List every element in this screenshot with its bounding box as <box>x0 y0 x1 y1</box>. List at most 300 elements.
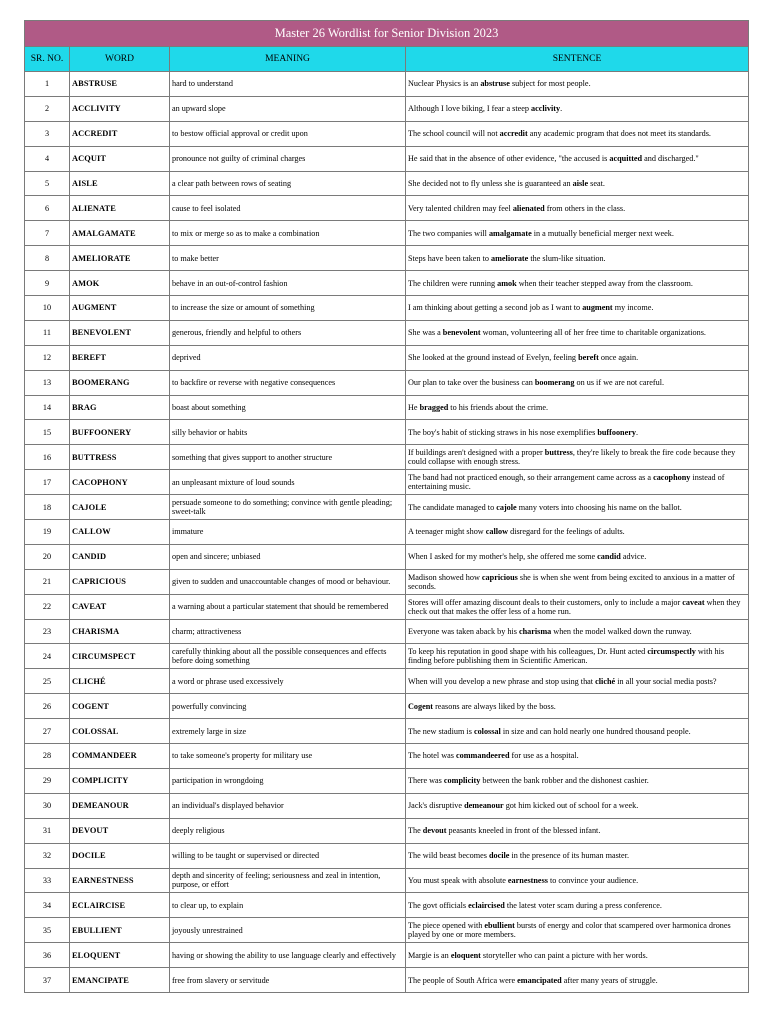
row-word: AMELIORATE <box>70 246 170 271</box>
sentence-suffix: in all your social media posts? <box>615 676 717 686</box>
row-word: CANDID <box>70 544 170 569</box>
table-row <box>25 146 749 171</box>
row-word: CAPRICIOUS <box>70 569 170 594</box>
row-meaning: deeply religious <box>170 818 406 843</box>
table-row <box>25 246 749 271</box>
table-row <box>25 96 749 121</box>
row-meaning: behave in an out-of-control fashion <box>170 271 406 296</box>
row-sentence <box>406 345 749 370</box>
sentence-keyword: colossal <box>473 726 501 736</box>
sentence-prefix: The <box>408 826 423 836</box>
table-row <box>25 370 749 395</box>
row-sentence <box>406 918 749 943</box>
row-word: COGENT <box>70 694 170 719</box>
row-meaning: to clear up, to explain <box>170 893 406 918</box>
sentence-suffix: disregard for the feelings of adults. <box>508 527 625 537</box>
sentence-suffix: storyteller who can paint a picture with her words. <box>480 950 648 960</box>
sentence-prefix: To keep his reputation in good shape with his colleagues, Dr. Hunt acted <box>408 647 648 657</box>
sentence-prefix: Margie is an <box>408 950 451 960</box>
sentence-keyword: boomerang <box>534 378 575 388</box>
row-meaning: a clear path between rows of seating <box>170 171 406 196</box>
row-meaning: deprived <box>170 345 406 370</box>
sentence-suffix: between the bank robber and the dishonest cashier. <box>480 776 649 786</box>
row-word: ACQUIT <box>70 146 170 171</box>
row-sr-no: 25 <box>25 669 70 694</box>
row-sentence <box>406 818 749 843</box>
row-word: DEVOUT <box>70 818 170 843</box>
row-sentence <box>406 768 749 793</box>
wordlist-table <box>24 20 749 993</box>
sentence-keyword: docile <box>488 851 510 861</box>
table-row <box>25 221 749 246</box>
row-word: BRAG <box>70 395 170 420</box>
sentence-keyword: amalgamate <box>488 228 532 238</box>
sentence-suffix: instead of entertaining music. <box>408 473 725 492</box>
table-row <box>25 395 749 420</box>
row-word: BEREFT <box>70 345 170 370</box>
row-sr-no: 4 <box>25 146 70 171</box>
sentence-suffix: she is when she went from being excited to anxious in a matter of seconds. <box>408 572 735 591</box>
sentence-suffix: subject for most people. <box>509 79 591 89</box>
row-meaning: an upward slope <box>170 96 406 121</box>
sentence-keyword: bragged <box>419 403 449 413</box>
sentence-prefix: The govt officials <box>408 900 469 910</box>
row-sr-no: 29 <box>25 768 70 793</box>
sentence-keyword: benevolent <box>442 328 481 338</box>
sentence-keyword: ameliorate <box>491 253 529 263</box>
sentence-prefix: When I asked for my mother's help, she offered me some <box>408 552 598 562</box>
table-row <box>25 345 749 370</box>
sentence-keyword: callow <box>485 527 509 537</box>
row-word: ACCREDIT <box>70 121 170 146</box>
row-sentence <box>406 72 749 97</box>
sentence-prefix: The people of South Africa were <box>408 975 518 985</box>
table-row <box>25 968 749 993</box>
row-sr-no: 30 <box>25 793 70 818</box>
sentence-prefix: He <box>408 403 420 413</box>
sentence-suffix: to his friends about the crime. <box>448 403 549 413</box>
row-sentence <box>406 320 749 345</box>
row-sr-no: 33 <box>25 868 70 893</box>
sentence-keyword: eloquent <box>450 950 481 960</box>
sentence-keyword: capricious <box>481 572 518 582</box>
row-sentence <box>406 619 749 644</box>
table-row <box>25 445 749 470</box>
table-row <box>25 296 749 321</box>
row-sr-no: 6 <box>25 196 70 221</box>
row-sentence <box>406 495 749 520</box>
row-meaning: immature <box>170 520 406 545</box>
row-sentence <box>406 544 749 569</box>
row-sr-no: 32 <box>25 843 70 868</box>
row-sentence <box>406 146 749 171</box>
row-sentence <box>406 420 749 445</box>
row-sentence <box>406 569 749 594</box>
table-row <box>25 544 749 569</box>
table-row <box>25 793 749 818</box>
row-sr-no: 9 <box>25 271 70 296</box>
wordlist-sheet <box>24 20 748 993</box>
row-sr-no: 16 <box>25 445 70 470</box>
row-meaning: pronounce not guilty of criminal charges <box>170 146 406 171</box>
row-word: EARNESTNESS <box>70 868 170 893</box>
sentence-keyword: caveat <box>682 597 705 607</box>
row-word: DEMEANOUR <box>70 793 170 818</box>
sentence-suffix: many voters into choosing his name on the ballot. <box>516 502 682 512</box>
table-row <box>25 893 749 918</box>
row-sentence <box>406 96 749 121</box>
row-meaning: free from slavery or servitude <box>170 968 406 993</box>
row-word: ELOQUENT <box>70 943 170 968</box>
row-word: EMANCIPATE <box>70 968 170 993</box>
sentence-prefix: The boy's habit of sticking straws in his nose exemplifies <box>408 427 598 437</box>
row-sentence <box>406 221 749 246</box>
row-word: AMOK <box>70 271 170 296</box>
table-row <box>25 744 749 769</box>
row-sr-no: 35 <box>25 918 70 943</box>
sentence-keyword: bereft <box>578 353 599 363</box>
row-sentence <box>406 520 749 545</box>
sentence-suffix: after many years of struggle. <box>561 975 658 985</box>
table-row <box>25 943 749 968</box>
row-sentence <box>406 669 749 694</box>
sentence-prefix: He said that in the absence of other evidence, "the accused is <box>408 154 610 164</box>
row-sr-no: 37 <box>25 968 70 993</box>
row-meaning: cause to feel isolated <box>170 196 406 221</box>
header-sr-no: SR. NO. <box>25 47 70 72</box>
sentence-suffix: from others in the class. <box>544 203 626 213</box>
sentence-keyword: eclaircised <box>468 900 505 910</box>
row-meaning: depth and sincerity of feeling; seriousness and zeal in intention, purpose, or effort <box>170 868 406 893</box>
table-row <box>25 619 749 644</box>
row-meaning: a warning about a particular statement that should be remembered <box>170 594 406 619</box>
table-row <box>25 569 749 594</box>
row-sentence <box>406 171 749 196</box>
sentence-keyword: circumspectly <box>647 647 696 657</box>
row-meaning: hard to understand <box>170 72 406 97</box>
row-sentence <box>406 470 749 495</box>
row-sr-no: 7 <box>25 221 70 246</box>
table-title: Master 26 Wordlist for Senior Division 2023 <box>25 21 749 47</box>
row-sentence <box>406 719 749 744</box>
sentence-suffix: in size and can hold nearly one hundred thousand people. <box>500 726 691 736</box>
sentence-keyword: accredit <box>499 129 528 139</box>
row-meaning: generous, friendly and helpful to others <box>170 320 406 345</box>
row-sr-no: 14 <box>25 395 70 420</box>
sentence-keyword: acclivity <box>531 104 561 114</box>
row-meaning: having or showing the ability to use language clearly and effectively <box>170 943 406 968</box>
row-sr-no: 20 <box>25 544 70 569</box>
sentence-suffix: when the model walked down the runway. <box>551 627 692 637</box>
row-meaning: charm; attractiveness <box>170 619 406 644</box>
sentence-suffix: and discharged." <box>642 154 699 164</box>
row-meaning: something that gives support to another structure <box>170 445 406 470</box>
sentence-suffix: my income. <box>612 303 654 313</box>
row-meaning: willing to be taught or supervised or directed <box>170 843 406 868</box>
row-word: COLOSSAL <box>70 719 170 744</box>
row-word: CALLOW <box>70 520 170 545</box>
sentence-keyword: devout <box>422 826 447 836</box>
row-meaning: an unpleasant mixture of loud sounds <box>170 470 406 495</box>
sentence-prefix: The school council will not <box>408 129 500 139</box>
sentence-prefix: You must speak with absolute <box>408 875 508 885</box>
sentence-prefix: She was a <box>408 328 443 338</box>
sentence-prefix: Steps have been taken to <box>408 253 491 263</box>
sentence-prefix: The new stadium is <box>408 726 474 736</box>
sentence-suffix: woman, volunteering all of her free time to charitable organizations. <box>480 328 706 338</box>
sentence-prefix: Nuclear Physics is an <box>408 79 481 89</box>
row-sentence <box>406 843 749 868</box>
sentence-suffix: the latest voter scam during a press conference. <box>504 900 662 910</box>
sentence-prefix: Stores will offer amazing discount deals to their customers, only to include a major <box>408 597 683 607</box>
row-word: DOCILE <box>70 843 170 868</box>
sentence-prefix: The band had not practiced enough, so their arrangement came across as a <box>408 473 654 483</box>
row-sr-no: 26 <box>25 694 70 719</box>
sentence-suffix: in the presence of its human master. <box>509 851 630 861</box>
row-meaning: powerfully convincing <box>170 694 406 719</box>
row-word: COMMANDEER <box>70 744 170 769</box>
table-row <box>25 868 749 893</box>
sentence-suffix: seat. <box>588 179 605 188</box>
table-row <box>25 470 749 495</box>
sentence-keyword: complicity <box>443 776 481 786</box>
sentence-keyword: abstruse <box>480 79 510 89</box>
table-row <box>25 420 749 445</box>
row-meaning: extremely large in size <box>170 719 406 744</box>
row-meaning: silly behavior or habits <box>170 420 406 445</box>
row-meaning: to make better <box>170 246 406 271</box>
table-row <box>25 594 749 619</box>
row-sentence <box>406 196 749 221</box>
sentence-suffix: reasons are always liked by the boss. <box>433 701 556 711</box>
row-word: CLICHÉ <box>70 669 170 694</box>
row-word: CIRCUMSPECT <box>70 644 170 669</box>
row-sentence <box>406 968 749 993</box>
row-word: BUFFOONERY <box>70 420 170 445</box>
row-sr-no: 12 <box>25 345 70 370</box>
sentence-suffix: in a mutually beneficial merger next week. <box>531 228 674 238</box>
sentence-keyword: acquitted <box>609 154 643 164</box>
row-word: AISLE <box>70 171 170 196</box>
sentence-prefix: The hotel was <box>408 751 456 761</box>
row-word: CACOPHONY <box>70 470 170 495</box>
row-sr-no: 17 <box>25 470 70 495</box>
sentence-keyword: ebullient <box>484 921 515 931</box>
row-word: ACCLIVITY <box>70 96 170 121</box>
sentence-suffix: got him kicked out of school for a week. <box>503 801 639 811</box>
row-sr-no: 3 <box>25 121 70 146</box>
row-meaning: carefully thinking about all the possible consequences and effects before doing something <box>170 644 406 669</box>
row-sr-no: 8 <box>25 246 70 271</box>
row-meaning: joyously unrestrained <box>170 918 406 943</box>
row-word: ALIENATE <box>70 196 170 221</box>
row-word: BENEVOLENT <box>70 320 170 345</box>
row-sentence <box>406 594 749 619</box>
sentence-suffix: advice. <box>620 552 647 562</box>
sentence-suffix: any academic program that does not meet its standards. <box>527 129 711 139</box>
sentence-prefix: If buildings aren't designed with a proper <box>408 448 545 458</box>
sentence-prefix: Everyone was taken aback by his <box>408 627 519 637</box>
sentence-keyword: demeanour <box>464 801 504 811</box>
row-sr-no: 2 <box>25 96 70 121</box>
row-sr-no: 24 <box>25 644 70 669</box>
row-meaning: boast about something <box>170 395 406 420</box>
table-row <box>25 669 749 694</box>
sentence-suffix: once again. <box>598 353 639 363</box>
row-sentence <box>406 296 749 321</box>
row-sr-no: 18 <box>25 495 70 520</box>
row-meaning: participation in wrongdoing <box>170 768 406 793</box>
row-word: ECLAIRCISE <box>70 893 170 918</box>
sentence-keyword: amok <box>497 278 517 288</box>
table-row <box>25 843 749 868</box>
row-word: EBULLIENT <box>70 918 170 943</box>
sentence-prefix: There was <box>408 776 444 786</box>
row-word: BUTTRESS <box>70 445 170 470</box>
row-sr-no: 21 <box>25 569 70 594</box>
row-sr-no: 22 <box>25 594 70 619</box>
sentence-keyword: cacophony <box>653 473 691 483</box>
row-sr-no: 10 <box>25 296 70 321</box>
table-row <box>25 520 749 545</box>
sentence-keyword: alienated <box>512 203 545 213</box>
row-sr-no: 15 <box>25 420 70 445</box>
table-row <box>25 271 749 296</box>
row-meaning: persuade someone to do something; convince with gentle pleading; sweet-talk <box>170 495 406 520</box>
row-meaning: an individual's displayed behavior <box>170 793 406 818</box>
sentence-prefix: A teenager might show <box>408 527 486 537</box>
table-row <box>25 694 749 719</box>
row-word: CHARISMA <box>70 619 170 644</box>
row-meaning: to mix or merge so as to make a combination <box>170 221 406 246</box>
row-sr-no: 5 <box>25 171 70 196</box>
sentence-prefix: Although I love biking, I fear a steep <box>408 104 532 114</box>
sentence-suffix: . <box>635 427 639 437</box>
sentence-keyword: buttress <box>544 448 573 458</box>
row-meaning: to bestow official approval or credit upon <box>170 121 406 146</box>
sentence-keyword: aisle <box>572 179 589 188</box>
sentence-suffix: , they're likely to break the fire code because they could collapse with enough stress. <box>408 448 736 467</box>
row-word: ABSTRUSE <box>70 72 170 97</box>
sentence-prefix: The piece opened with <box>408 921 485 931</box>
table-body <box>25 72 749 993</box>
sentence-keyword: charisma <box>518 627 552 637</box>
sentence-keyword: commandeered <box>455 751 510 761</box>
header-sentence: SENTENCE <box>406 47 749 72</box>
table-row <box>25 72 749 97</box>
row-sr-no: 34 <box>25 893 70 918</box>
sentence-suffix: peasants kneeled in front of the blessed infant. <box>446 826 601 836</box>
row-meaning: to backfire or reverse with negative consequences <box>170 370 406 395</box>
table-row <box>25 495 749 520</box>
sentence-prefix: Madison showed how <box>408 572 482 582</box>
row-sr-no: 11 <box>25 320 70 345</box>
row-sr-no: 19 <box>25 520 70 545</box>
sentence-suffix: on us if we are not careful. <box>574 378 665 388</box>
sentence-keyword: cajole <box>496 502 517 512</box>
row-word: CAVEAT <box>70 594 170 619</box>
row-word: AMALGAMATE <box>70 221 170 246</box>
row-sr-no: 31 <box>25 818 70 843</box>
row-meaning: to increase the size or amount of something <box>170 296 406 321</box>
row-word: AUGMENT <box>70 296 170 321</box>
sentence-keyword: augment <box>582 303 613 313</box>
sentence-prefix: Our plan to take over the business can <box>408 378 535 388</box>
sentence-prefix: The two companies will <box>408 228 489 238</box>
row-sentence <box>406 943 749 968</box>
sentence-suffix: to convince your audience. <box>547 875 639 885</box>
sentence-prefix: She looked at the ground instead of Evelyn, feeling <box>408 353 579 363</box>
row-sentence <box>406 246 749 271</box>
sentence-suffix: the slum-like situation. <box>528 253 606 263</box>
row-sentence <box>406 793 749 818</box>
row-meaning: to take someone's property for military use <box>170 744 406 769</box>
sentence-keyword: candid <box>597 552 621 562</box>
row-sentence <box>406 271 749 296</box>
row-sentence <box>406 370 749 395</box>
sentence-suffix: with his finding before publishing them in Scientific American. <box>408 647 725 666</box>
row-meaning: open and sincere; unbiased <box>170 544 406 569</box>
row-sr-no: 1 <box>25 72 70 97</box>
row-sr-no: 13 <box>25 370 70 395</box>
table-row <box>25 121 749 146</box>
row-sentence <box>406 744 749 769</box>
sentence-prefix: I am thinking about getting a second job as I want to <box>408 303 583 313</box>
sentence-prefix: The children were running <box>408 278 498 288</box>
row-word: BOOMERANG <box>70 370 170 395</box>
row-meaning: a word or phrase used excessively <box>170 669 406 694</box>
sentence-keyword: earnestness <box>507 875 548 885</box>
row-sr-no: 23 <box>25 619 70 644</box>
row-sentence <box>406 868 749 893</box>
table-row <box>25 196 749 221</box>
sentence-prefix: The wild beast becomes <box>408 851 489 861</box>
row-sentence <box>406 121 749 146</box>
sentence-suffix: for use as a hospital. <box>509 751 579 761</box>
sentence-suffix: bursts of energy and color that scampered over harmonica drones played by one or more members. <box>408 921 731 940</box>
table-row <box>25 320 749 345</box>
sentence-prefix: The candidate managed to <box>408 502 497 512</box>
table-row <box>25 918 749 943</box>
row-sr-no: 28 <box>25 744 70 769</box>
row-sentence <box>406 893 749 918</box>
sentence-prefix: Very talented children may feel <box>408 203 513 213</box>
sentence-keyword: buffoonery <box>597 427 636 437</box>
table-row <box>25 768 749 793</box>
sentence-keyword: cliché <box>595 676 616 686</box>
row-sr-no: 36 <box>25 943 70 968</box>
row-word: CAJOLE <box>70 495 170 520</box>
sentence-suffix: when they check out that makes the offer less of a home run. <box>408 597 741 616</box>
row-word: COMPLICITY <box>70 768 170 793</box>
header-word: WORD <box>70 47 170 72</box>
sentence-prefix: Jack's disruptive <box>408 801 465 811</box>
sentence-keyword: emancipated <box>517 975 562 985</box>
row-sentence <box>406 395 749 420</box>
row-meaning: given to sudden and unaccountable changes of mood or behaviour. <box>170 569 406 594</box>
sentence-suffix: . <box>560 104 563 114</box>
header-meaning: MEANING <box>170 47 406 72</box>
row-sr-no: 27 <box>25 719 70 744</box>
sentence-prefix: She decided not to fly unless she is guaranteed an <box>408 179 573 188</box>
row-sentence <box>406 694 749 719</box>
sentence-keyword: Cogent <box>408 701 434 711</box>
sentence-suffix: when their teacher stepped away from the classroom. <box>516 278 693 288</box>
table-row <box>25 644 749 669</box>
row-sentence <box>406 644 749 669</box>
sentence-prefix: When will you develop a new phrase and stop using that <box>408 676 596 686</box>
table-row <box>25 719 749 744</box>
